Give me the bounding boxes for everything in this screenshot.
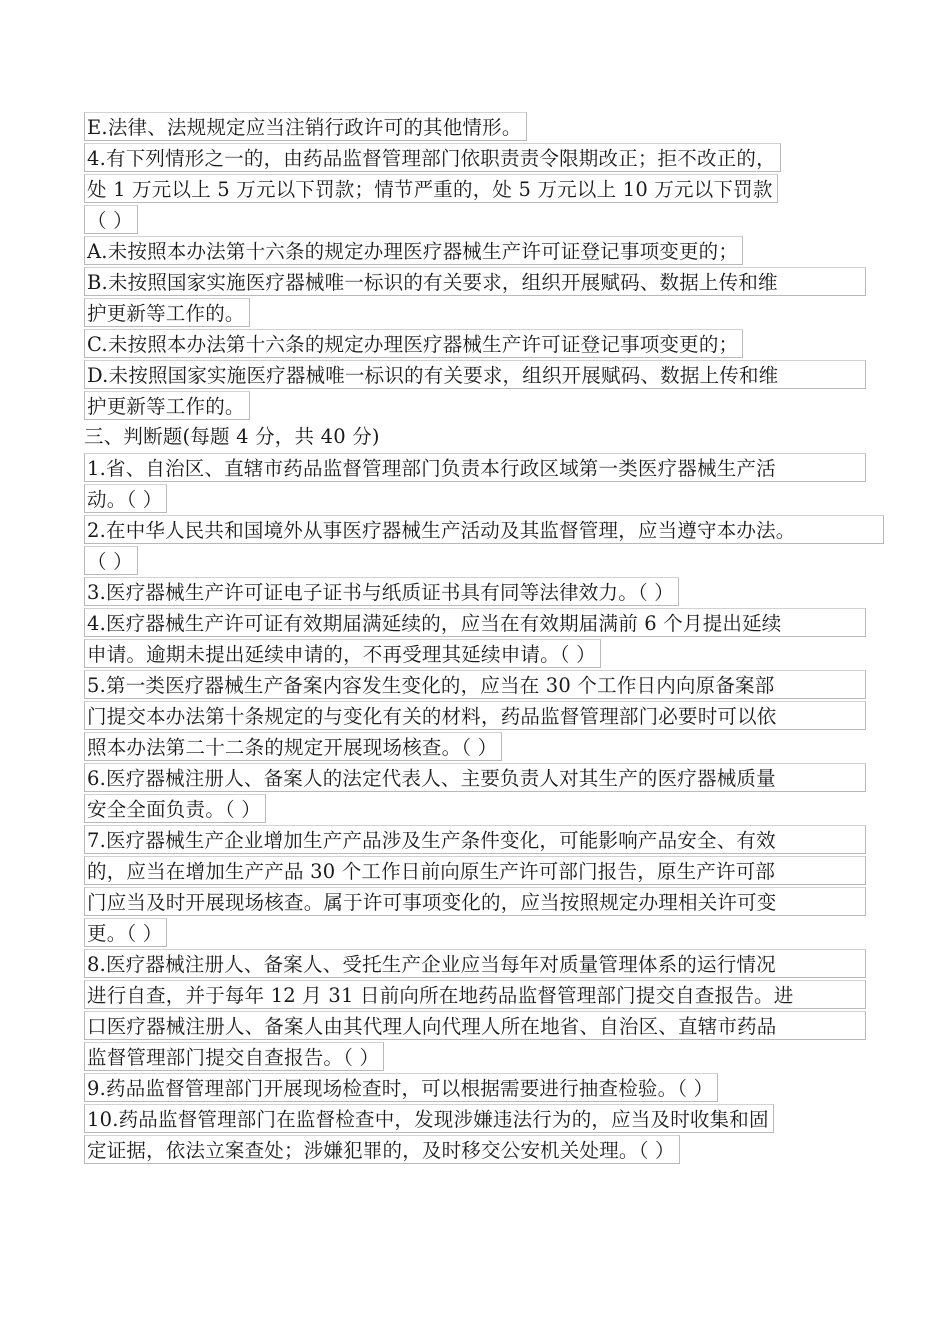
text-box: E.法律、法规规定应当注销行政许可的其他情形。 — [84, 112, 527, 141]
text-line — [84, 390, 884, 421]
text-box: 4.有下列情形之一的，由药品监督管理部门依职责责令限期改正；拒不改正的， — [84, 143, 781, 172]
question-6: 6.医疗器械注册人、备案人的法定代表人、主要负责人对其生产的医疗器械质量 — [84, 763, 866, 792]
section-title: 三、判断题(每题 4 分，共 40 分) — [84, 425, 380, 448]
text-box: 护更新等工作的。 — [84, 391, 250, 420]
section-heading — [84, 421, 884, 452]
text-line — [84, 576, 884, 607]
text-box: 门提交本办法第十条规定的与变化有关的材料，药品监督管理部门必要时可以依 — [84, 701, 866, 730]
question-9: 9.药品监督管理部门开展现场检查时，可以根据需要进行抽查检验。（ ） — [84, 1073, 718, 1102]
text-line — [84, 359, 884, 390]
text-line — [84, 979, 884, 1010]
text-box: 口医疗器械注册人、备案人由其代理人向代理人所在地省、自治区、直辖市药品 — [84, 1011, 866, 1040]
question-10: 10.药品监督管理部门在监督检查中，发现涉嫌违法行为的，应当及时收集和固 — [84, 1104, 774, 1133]
text-box: 申请。逾期未提出延续申请的，不再受理其延续申请。（ ） — [84, 639, 601, 668]
text-line — [84, 731, 884, 762]
text-line — [84, 1103, 884, 1134]
text-box: 动。（ ） — [84, 484, 167, 513]
answer-blank: （ ） — [84, 205, 138, 234]
question-4: 4.医疗器械生产许可证有效期届满延续的，应当在有效期届满前 6 个月提出延续 — [84, 608, 866, 637]
text-box: 更。（ ） — [84, 918, 167, 947]
text-line — [84, 514, 884, 545]
text-line — [84, 886, 884, 917]
text-line — [84, 297, 884, 328]
text-box: 定证据，依法立案查处；涉嫌犯罪的，及时移交公安机关处理。（ ） — [84, 1135, 680, 1164]
text-line — [84, 452, 884, 483]
text-line — [84, 142, 884, 173]
option-a: A.未按照本办法第十六条的规定办理医疗器械生产许可证登记事项变更的； — [84, 236, 743, 265]
text-line — [84, 824, 884, 855]
text-line — [84, 328, 884, 359]
text-line — [84, 483, 884, 514]
text-line — [84, 204, 884, 235]
question-5: 5.第一类医疗器械生产备案内容发生变化的，应当在 30 个工作日内向原备案部 — [84, 670, 866, 699]
text-line — [84, 700, 884, 731]
text-line — [84, 111, 884, 142]
question-3: 3.医疗器械生产许可证电子证书与纸质证书具有同等法律效力。（ ） — [84, 577, 679, 606]
text-line — [84, 762, 884, 793]
text-line — [84, 948, 884, 979]
text-line — [84, 793, 884, 824]
question-2: 2.在中华人民共和国境外从事医疗器械生产活动及其监督管理，应当遵守本办法。 — [84, 515, 884, 544]
text-line — [84, 669, 884, 700]
question-1: 1.省、自治区、直辖市药品监督管理部门负责本行政区域第一类医疗器械生产活 — [84, 453, 866, 482]
option-d: D.未按照国家实施医疗器械唯一标识的有关要求，组织开展赋码、数据上传和维 — [84, 360, 866, 389]
question-8: 8.医疗器械注册人、备案人、受托生产企业应当每年对质量管理体系的运行情况 — [84, 949, 866, 978]
option-c: C.未按照本办法第十六条的规定办理医疗器械生产许可证登记事项变更的； — [84, 329, 743, 358]
text-line — [84, 173, 884, 204]
answer-blank: （ ） — [84, 546, 138, 575]
text-line — [84, 1134, 884, 1165]
text-box: 护更新等工作的。 — [84, 298, 250, 327]
text-box: 监督管理部门提交自查报告。（ ） — [84, 1042, 384, 1071]
text-line — [84, 1041, 884, 1072]
text-line — [84, 917, 884, 948]
text-box: 安全全面负责。（ ） — [84, 794, 266, 823]
text-box: 处 1 万元以上 5 万元以下罚款；情节严重的，处 5 万元以上 10 万元以下罚款 — [84, 174, 778, 203]
option-b: B.未按照国家实施医疗器械唯一标识的有关要求，组织开展赋码、数据上传和维 — [84, 267, 866, 296]
question-7: 7.医疗器械生产企业增加生产产品涉及生产条件变化，可能影响产品安全、有效 — [84, 825, 866, 854]
text-box: 照本办法第二十二条的规定开展现场核查。（ ） — [84, 732, 502, 761]
text-line — [84, 235, 884, 266]
text-box: 的，应当在增加生产产品 30 个工作日前向原生产许可部门报告，原生产许可部 — [84, 856, 866, 885]
text-line — [84, 545, 884, 576]
text-line — [84, 266, 884, 297]
text-box: 进行自查，并于每年 12 月 31 日前向所在地药品监督管理部门提交自查报告。进 — [84, 980, 866, 1009]
text-line — [84, 1072, 884, 1103]
text-line — [84, 638, 884, 669]
text-line — [84, 1010, 884, 1041]
text-line — [84, 607, 884, 638]
text-line — [84, 855, 884, 886]
text-box: 门应当及时开展现场核查。属于许可事项变化的，应当按照规定办理相关许可变 — [84, 887, 866, 916]
document-page — [84, 111, 884, 1165]
